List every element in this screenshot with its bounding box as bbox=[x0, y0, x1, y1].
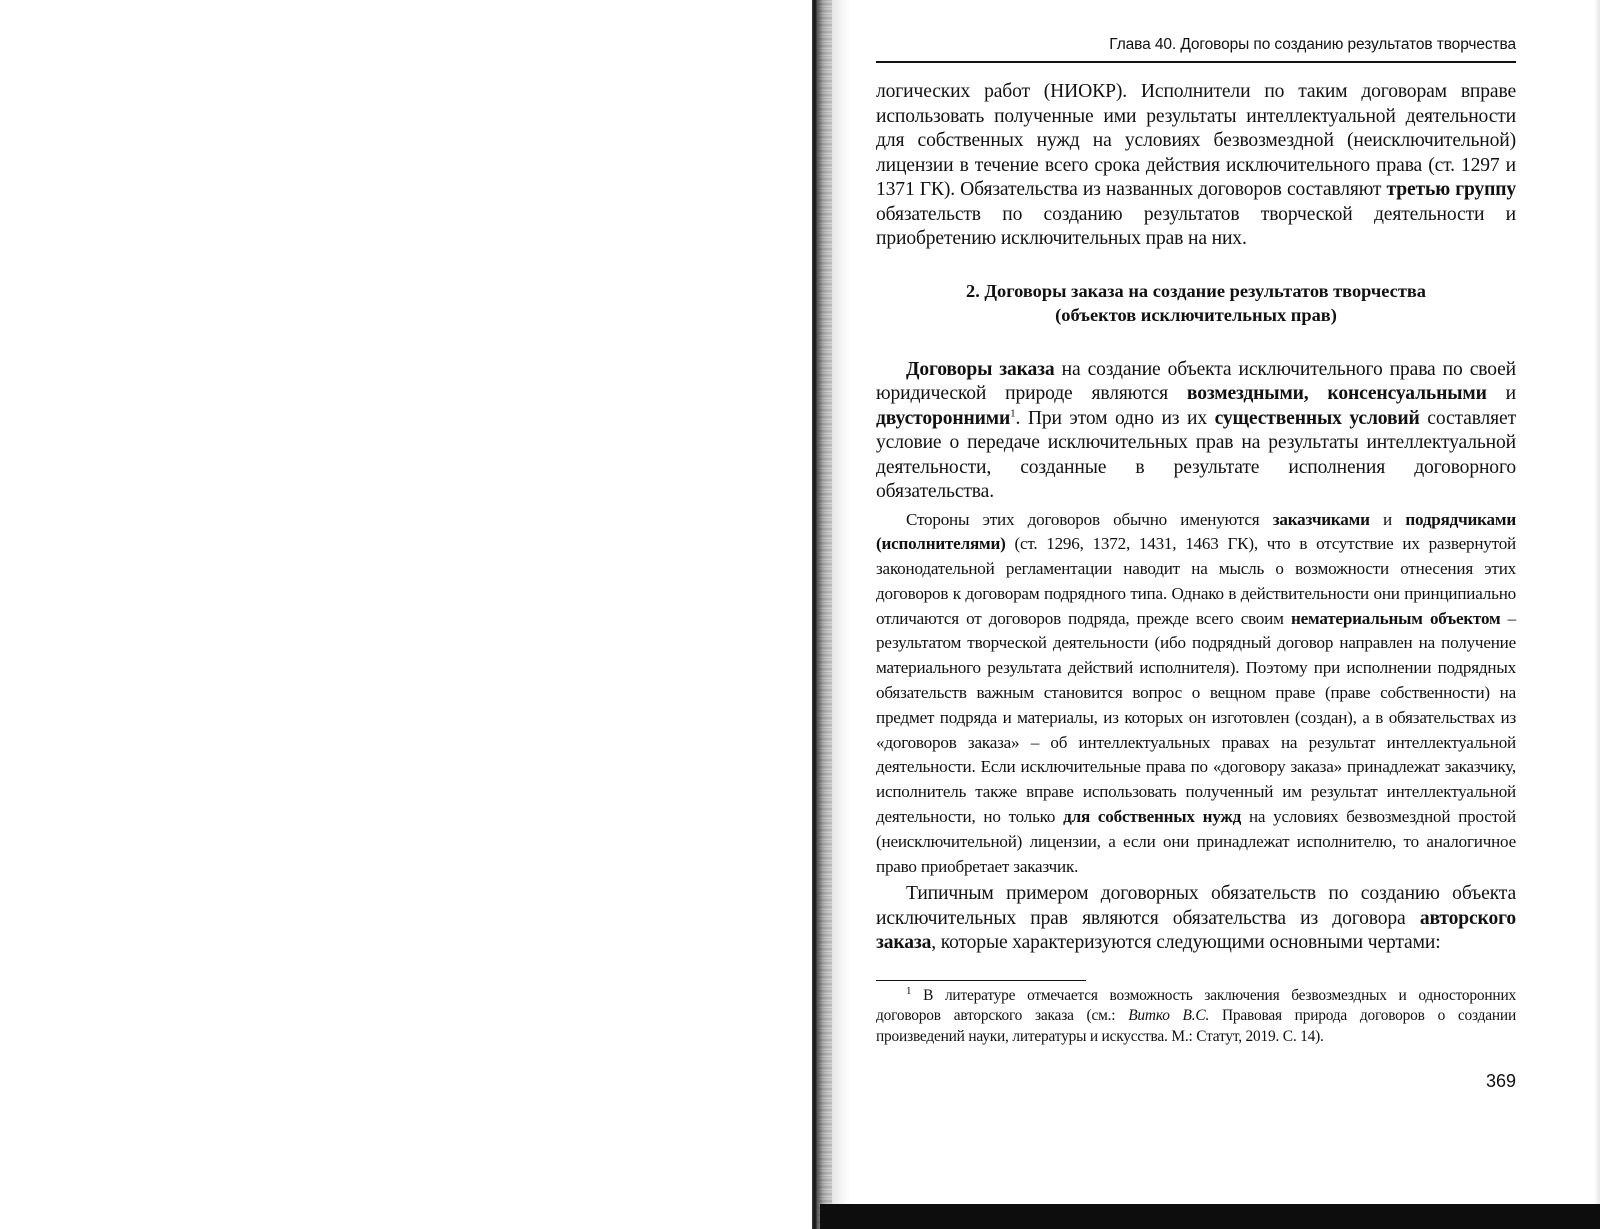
footnote-ref[interactable]: 1 bbox=[1010, 406, 1016, 419]
page-number: 369 bbox=[1485, 1071, 1516, 1092]
book-page bbox=[876, 36, 1516, 1092]
cited-author: Витко В.С. bbox=[1128, 1007, 1210, 1025]
bold-term: возмездными, консенсуальными bbox=[1186, 383, 1487, 404]
section-heading-line-2: (объектов исключительных прав) bbox=[1055, 304, 1337, 325]
paragraph-2: Договоры заказа на создание объекта исключительного права по своей юридической природе являются возмездными, консенсуальными и двусторонними$^1$. При этом одно из их существенных условий составляет условие о передаче исключительных прав на результаты интеллектуальной деятельности, созданные в результате исполнения договорного обязательства. bbox=[876, 358, 1516, 502]
bold-term: двусторонними bbox=[876, 407, 1011, 429]
bold-term: нематериальным объектом bbox=[1290, 608, 1501, 628]
footnote-number: 1 bbox=[906, 984, 912, 997]
section-heading bbox=[876, 279, 1516, 327]
footnote: $^1$ В литературе отмечается возможность заключения безвозмездных и односторонних договоров авторского заказа (см.: Витко В.С. Правовая природа договоров о создании произведений науки, литературы и искусства. М.: Статут, 2019. С. 14). bbox=[876, 984, 1517, 1045]
bold-term: авторского заказа bbox=[876, 907, 1516, 954]
bold-term: подрядчиками (исполнителями) bbox=[876, 509, 1516, 554]
footnote-divider bbox=[876, 980, 1086, 981]
bold-term: существенных условий bbox=[1214, 407, 1420, 429]
running-head: Глава 40. Договоры по созданию результатов творчества bbox=[876, 36, 1516, 63]
paragraph-1: логических работ (НИОКР). Исполнители по таким договорам вправе использовать полученные ими результаты интеллектуальной деятельности для собственных нужд на условиях безвозмездной (неисключительной) лицензии в течение всего срока действия исключительного права (ст. 1297 и 1371 ГК). Обязательства из названных договоров составляют третью группу обязательств по созданию результатов творческой деятельности и приобретению исключительных прав на них. bbox=[876, 81, 1516, 249]
page-edge bbox=[1594, 0, 1600, 1204]
bold-term: для собственных нужд bbox=[1063, 807, 1242, 827]
paragraph-4: Типичным примером договорных обязательств по созданию объекта исключительных прав являются обязательства из договора авторского заказа, которые характеризуются следующими основными чертами: bbox=[876, 883, 1516, 954]
bold-term: третью группу bbox=[1386, 179, 1516, 200]
scan-bottom-edge bbox=[820, 1204, 1600, 1229]
paragraph-3: Стороны этих договоров обычно именуются заказчиками и подрядчиками (исполнителями) (ст. 1296, 1372, 1431, 1463 ГК), что в отсутствие их развернутой законодательной регламентации наводит на мысль о возможности отнесения этих договоров к договорам подрядного типа. Однако в действительности они принципиально отличаются от договоров подряда, прежде всего своим нематериальным объектом – результатом творческой деятельности (ибо подрядный договор направлен на получение материального результата действий исполнителя). Поэтому при исполнении подрядных обязательств важным становится вопрос о вещном праве (праве собственности) на предмет подряда и материалы, из которых он изготовлен (создан), а в обязательствах из «договоров заказа» – об интеллектуальных правах на результат интеллектуальной деятельности. Если исключительные права по «договору заказа» принадлежат заказчику, исполнитель также вправе использовать полученный им результат интеллектуальной деятельности, но только для собственных нужд на условиях безвозмездной простой (неисключительной) лицензии, а если они принадлежат исполнителю, то аналогичное право приобретает заказчик. bbox=[876, 509, 1517, 876]
bold-term: Договоры заказа bbox=[906, 358, 1055, 380]
spine-texture bbox=[818, 0, 832, 1229]
section-heading-line-1: 2. Договоры заказа на создание результатов творчества bbox=[966, 280, 1426, 301]
bold-term: заказчиками bbox=[1272, 509, 1370, 529]
